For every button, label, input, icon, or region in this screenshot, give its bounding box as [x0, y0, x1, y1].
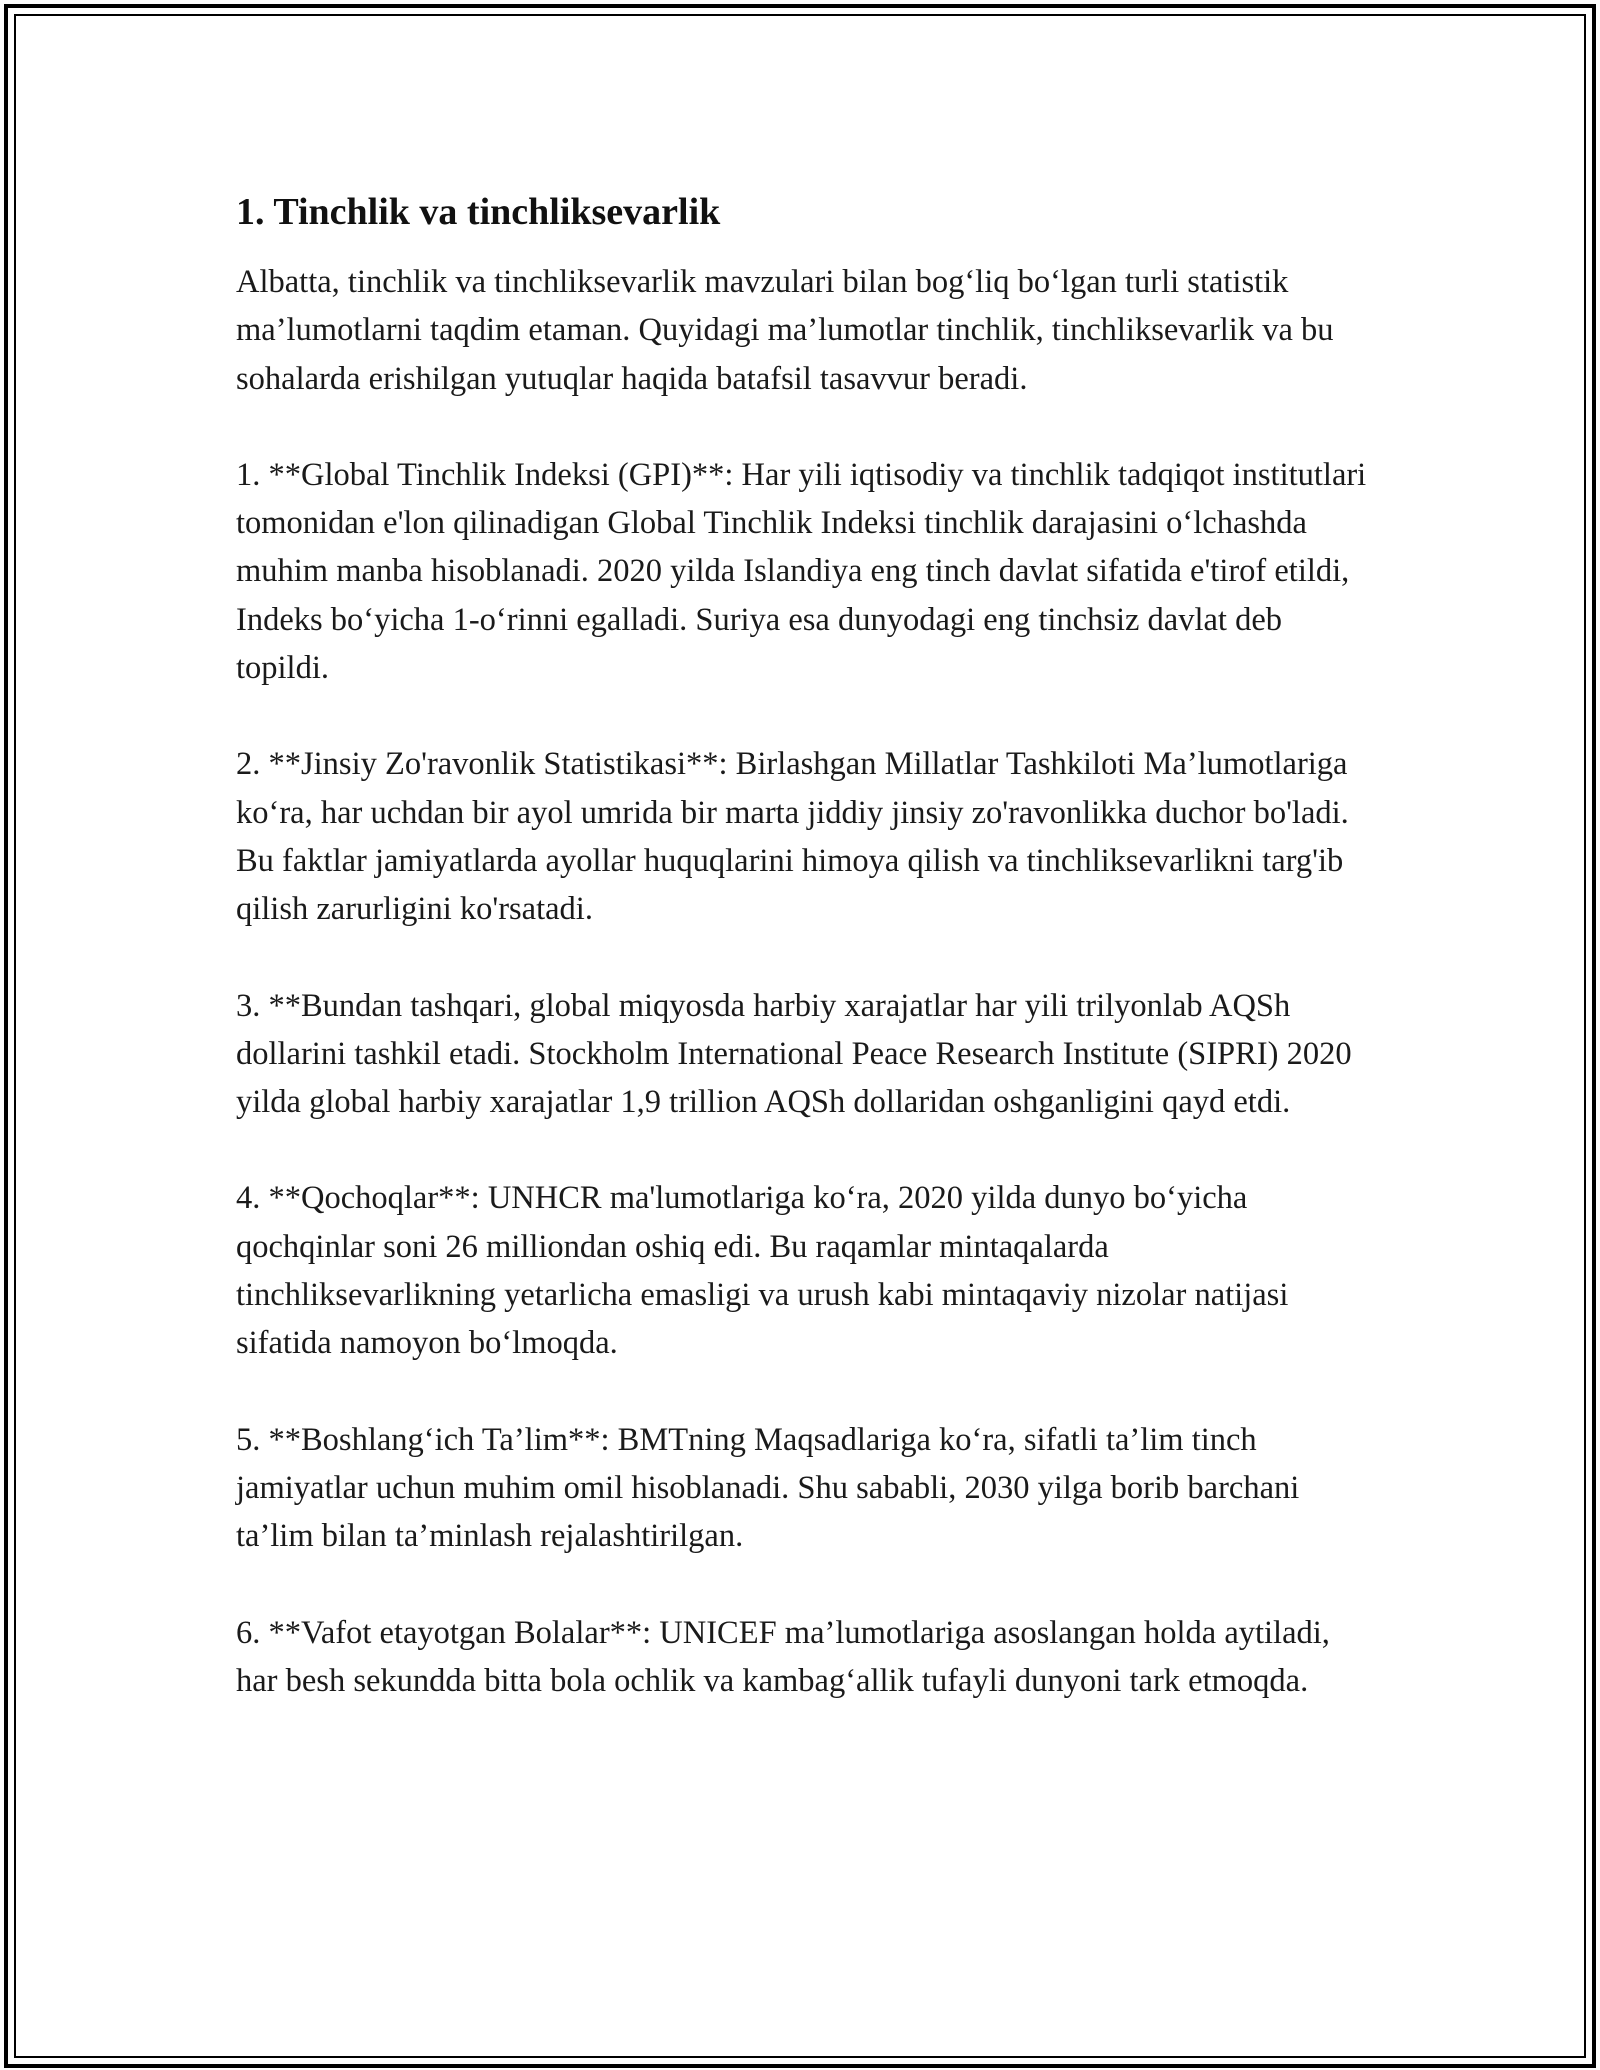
paragraph-gender-violence: 2. **Jinsiy Zo'ravonlik Statistikasi**: Birlashgan Millatlar Tashkiloti Ma’lumotlariga ko‘ra, har uchdan bir ayol umrida bir marta jiddiy jinsiy zo'ravonlikka duchor bo'ladi. Bu faktlar jamiyatlarda ayollar huquqlarini himoya qilish va tinchliksevarlikni targ'ib qilish zarurligini ko'rsatadi. [236, 746, 1349, 928]
paragraph-global-peace-index: 1. **Global Tinchlik Indeksi (GPI)**: Har yili iqtisodiy va tinchlik tadqiqot institutlari tomonidan e'lon qilinadigan Global Tinchlik Indeksi tinchlik darajasini o‘lchashda muhim manba hisoblanadi. 2020 yilda Islandiya eng tinch davlat sifatida e'tirof etildi, Indeks bo‘yicha 1-o‘rinni egalladi. Suriya esa dunyodagi eng tinchsiz davlat deb topildi. [236, 456, 1367, 687]
intro-paragraph: Albatta, tinchlik va tinchliksevarlik mavzulari bilan bog‘liq bo‘lgan turli statistik ma’lumotlarni taqdim etaman. Quyidagi ma’lumotlar tinchlik, tinchliksevarlik va bu sohalarda erishilgan yutuqlar haqida batafsil tasavvur beradi. [236, 264, 1334, 397]
paragraph-military-spending: 3. **Bundan tashqari, global miqyosda harbiy xarajatlar har yili trilyonlab AQSh dollarini tashkil etadi. Stockholm International Peace Research Institute (SIPRI) 2020 yilda global harbiy xarajatlar 1,9 trillion AQSh dollaridan oshganligini qayd etdi. [236, 987, 1352, 1121]
paragraph-refugees: 4. **Qochoqlar**: UNHCR ma'lumotlariga ko‘ra, 2020 yilda dunyo bo‘yicha qochqinlar soni 26 milliondan oshiq edi. Bu raqamlar mintaqalarda tinchliksevarlikning yetarlicha emasligi va urush kabi mintaqaviy nizolar natijasi sifatida namoyon bo‘lmoqda. [236, 1180, 1289, 1362]
paragraph-primary-education: 5. **Boshlang‘ich Ta’lim**: BMTning Maqsadlariga ko‘ra, sifatli ta’lim tinch jamiyatlar uchun muhim omil hisoblanadi. Shu sababli, 2030 yilga borib barchani ta’lim bilan ta’minlash rejalashtirilgan. [236, 1421, 1300, 1555]
paragraph-child-deaths: 6. **Vafot etayotgan Bolalar**: UNICEF ma’lumotlariga asoslangan holda aytiladi, har besh sekundda bitta bola ochlik va kambag‘allik tufayli dunyoni tark etmoqda. [236, 1614, 1330, 1699]
section-heading: 1. Tinchlik va tinchliksevarlik [236, 191, 721, 233]
document-body [236, 186, 1376, 1753]
